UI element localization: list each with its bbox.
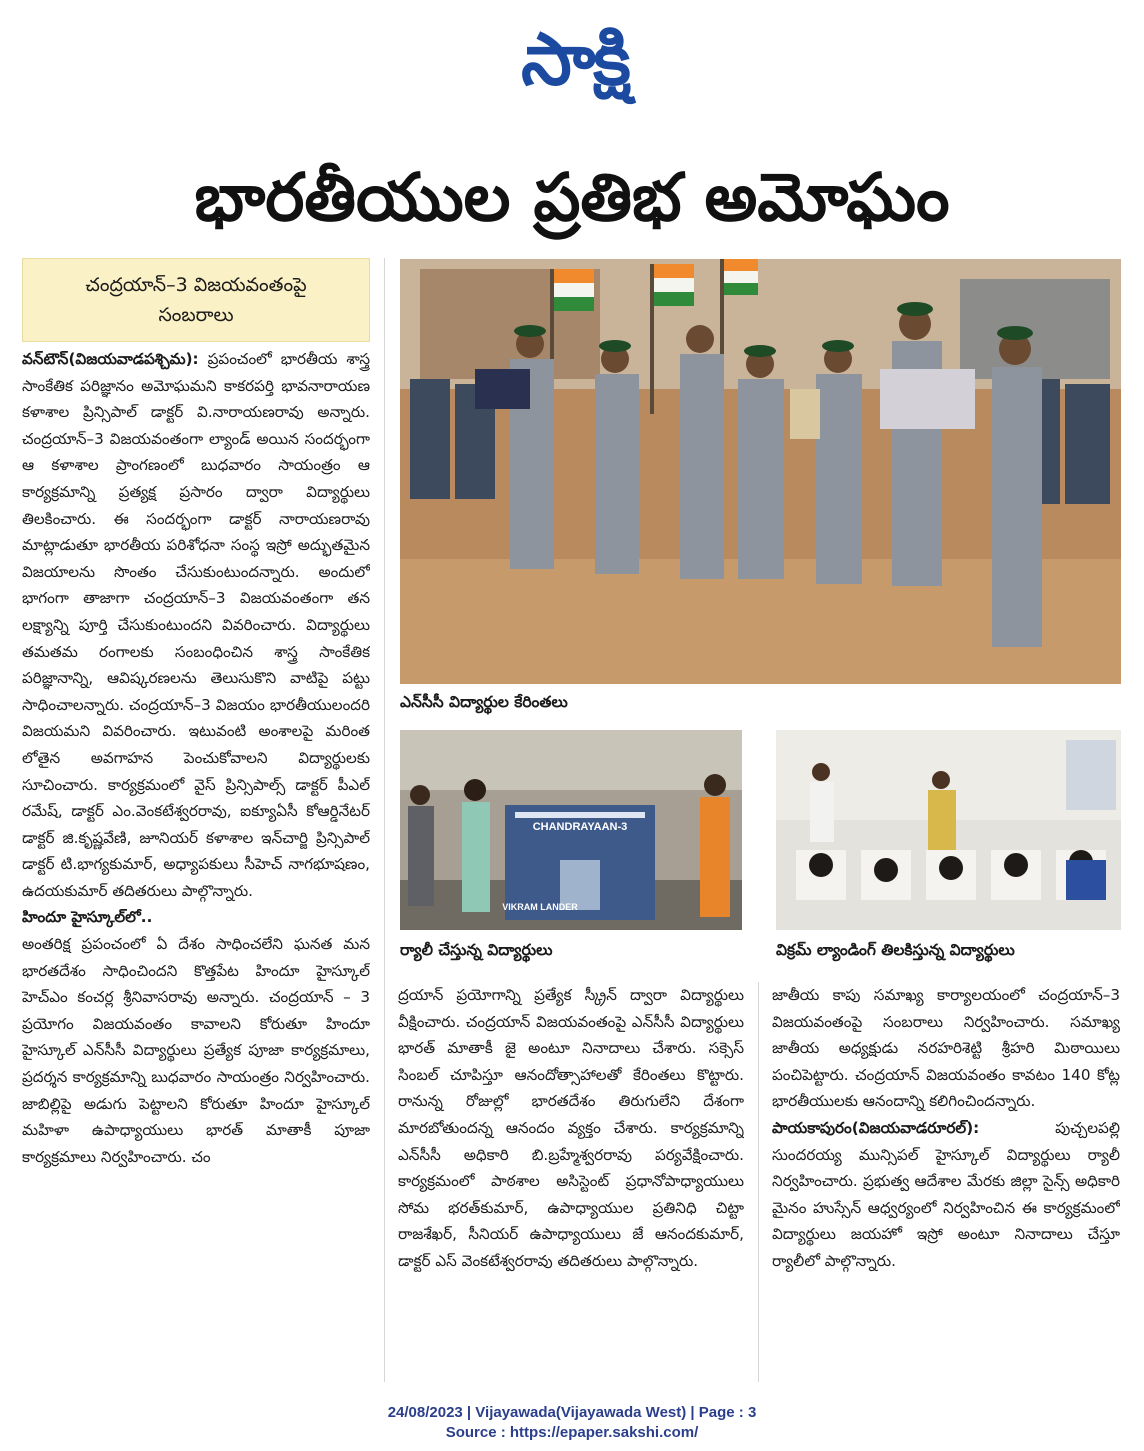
article-middle-paragraph: ద్రయాన్‌ ప్రయోగాన్ని ప్రత్యేక స్క్రీన్‌ ద్వారా విద్యార్థులు వీక్షించారు. చంద్రయాన్‌ విజయవంతంపై ఎన్‌సీసీ విద్యార్థులు భారత్‌ మాతాకీ జై అంటూ నినాదాలు చేశారు. సక్సెస్‌ సింబల్‌ చూపిస్తూ ఆనందోత్సాహాలతో కేరింతలు కొట్టారు. రానున్న రోజుల్లో భారతదేశం తిరుగులేని దేశంగా మారబోతుందన్న ఆనందం వ్యక్తం చేశారు. కార్యక్రమాన్ని ఎన్‌సీసీ అధికారి బి.బ్రహ్మేశ్వరరావు పర్యవేక్షించారు. కార్యక్రమంలో పాఠశాల అసిస్టెంట్‌ ప్రధానోపాధ్యాయులు సోమ భరత్‌కుమార్‌, ఉపాధ్యాయుల ప్రతినిధి చిట్టా రాజశేఖర్‌, సీనియర్‌ ఉపాధ్యాయులు జే ఆనందకుమార్‌, డాక్టర్‌ ఎస్‌ వెంకటేశ్వరరావు తదితరులు పాల్గొన్నారు. xyxy=(398,986,744,1270)
subheadline-line-1: చంద్రయాన్‌–3 విజయవంతంపై xyxy=(85,274,307,296)
masthead-logo: సాక్షి xyxy=(521,17,629,101)
column-divider-right xyxy=(758,982,759,1382)
article-left-paragraph-2: అంతరిక్ష ప్రపంచంలో ఏ దేశం సాధించలేని ఘనత మన భారతదేశం సాధించిందని కొత్తపేట హిందూ హైస్కూల్‌ హెచ్‌ఎం కంచర్ల శ్రీనివాసరావు అన్నారు. చంద్రయాన్‌ – 3 ప్రయోగం విజయవంతం కావాలని కోరుతూ హిందూ హైస్కూల్‌ ఎన్‌సీసీ విద్యార్థులు ప్రత్యేక పూజా కార్యక్రమాలు, ప్రదర్శన కార్యక్రమాన్ని బుధవారం సాయంత్రం నిర్వహించారు. జాబిల్లిపై అడుగు పెట్టాలని కోరుతూ హిందూ హైస్కూల్‌ మహిళా ఉపాధ్యాయులు భారత్‌ మాతాకీ పూజా కార్యక్రమాలు నిర్వహించారు. చం xyxy=(22,935,370,1166)
subheadline-box xyxy=(22,258,370,342)
article-right-paragraph-2 xyxy=(772,1115,1120,1275)
article-right-paragraph-1: జాతీయ కాపు సమాఖ్య కార్యాలయంలో చంద్రయాన్‌–3 విజయవంతంపై సంబరాలు నిర్వహించారు. సమాఖ్య జాతీయ అధ్యక్షుడు నరహరిశెట్టి శ్రీహరి మిఠాయిలు పంచిపెట్టారు. చంద్రయాన్‌ విజయవంతం కావటం 140 కోట్ల భారతీయులకు ఆనందాన్ని కలిగించిందన్నారు. xyxy=(772,986,1120,1111)
footer-source-link[interactable]: Source : https://epaper.sakshi.com/ xyxy=(445,1424,699,1441)
rally-banner-bottom-text: VIKRAM LANDER xyxy=(502,902,578,912)
photo-caption-classroom: విక్రమ్‌ ల్యాండింగ్‌ తిలకిస్తున్న విద్యార్థులు xyxy=(776,941,1015,959)
photo-classroom xyxy=(776,730,1121,930)
headline: భారతీయుల ప్రతిభ అమోఘం xyxy=(194,159,950,236)
article-middle-column xyxy=(398,982,744,1382)
photo-rally xyxy=(400,730,742,930)
article-left-paragraph-1 xyxy=(22,346,370,904)
article-right-text-2: పుచ్చలపల్లి సుందరయ్య మున్సిపల్‌ హైస్కూల్‌ విద్యార్థులు ర్యాలీ నిర్వహించారు. ప్రభుత్వ ఆదేశాల మేరకు జిల్లా సైన్స్‌ అధికారి మైనం హుస్సేన్‌ ఆధ్వర్యంలో నిర్వహించిన ఈ కార్యక్రమంలో విద్యార్థులు జయహో ఇస్రో అంటూ నినాదాలు చేస్తూ ర్యాలీలో పాల్గొన్నారు. xyxy=(772,1118,1120,1270)
dateline: వన్‌టౌన్‌(విజయవాడపశ్చిమ): xyxy=(22,350,199,368)
article-left-text-1: ప్రపంచంలో భారతీయ శాస్త్ర సాంకేతిక పరిజ్ఞానం అమోఘమని కాకరపర్తి భావనారాయణ కళాశాల ప్రిన్సిపాల్‌ డాక్టర్‌ వి.నారాయణరావు అన్నారు. చంద్రయాన్‌–3 విజయవంతంగా ల్యాండ్‌ అయిన సందర్భంగా ఆ కళాశాల ప్రాంగణంలో బుధవారం సాయంత్రం ఆ కార్యక్రమాన్ని ప్రత్యక్ష ప్రసారం ద్వారా విద్యార్థులు తిలకించారు. ఈ సందర్భంగా డాక్టర్‌ నారాయణరావు మాట్లాడుతూ భారతీయ పరిశోధనా సంస్థ ఇస్రో అద్భుతమైన విజయాలను సొంతం చేసుకుంటుందన్నారు. అందులో భాగంగా తాజాగా చంద్రయాన్‌–3 విజయవంతంగా తన లక్ష్యాన్ని పూర్తి చేసుకుంటుందని వివరించారు. విద్యార్థులు తమతమ రంగాలకు సంబంధించిన శాస్త్ర సాంకేతిక పరిజ్ఞానాన్ని, ఆవిష్కరణలను తెలుసుకొని వాటిపై పట్టు సాధించాలన్నారు. చంద్రయాన్‌–3 విజయం భారతీయులందరి విజయమని వివరించారు. ఇటువంటి అంశాలపై మరింత లోతైన అవగాహన పెంచుకోవాలని విద్యార్థులకు సూచించారు. కార్యక్రమంలో వైస్‌ ప్రిన్సిపాల్స్‌ డాక్టర్‌ పీఎల్‌ రమేష్‌, డాక్టర్‌ ఎం.వెంకటేశ్వరరావు, ఐక్యూఏసీ కోఆర్డినేటర్‌ డాక్టర్‌ జి.కృష్ణవేణి, జూనియర్‌ కళాశాల ఇన్‌చార్జి ప్రిన్సిపాల్‌ డాక్టర్‌ టి.భాగ్యకుమార్‌, అధ్యాపకులు సీహెచ్‌ నాగభూషణం, ఉదయకుమార్‌ తదితరులు పాల్గొన్నారు. xyxy=(22,350,370,900)
photo-caption-rally: ర్యాలీ చేస్తున్న విద్యార్థులు xyxy=(400,941,553,959)
photo-ncc-students xyxy=(400,259,1121,684)
article-right-column xyxy=(772,982,1120,1382)
column-divider-left xyxy=(384,258,385,1382)
dateline-payakapuram: పాయకాపురం(విజయవాడరూరల్‌): xyxy=(772,1118,980,1137)
footer-edition-info: 24/08/2023 | Vijayawada(Vijayawada West) | Page : 3 xyxy=(387,1404,757,1421)
section-heading: హిందూ హైస్కూల్‌లో.. xyxy=(22,908,153,927)
rally-banner-top-text: CHANDRAYAAN-3 xyxy=(532,821,628,833)
subheadline-line-2: సంబరాలు xyxy=(158,304,234,326)
photo-caption-main: ఎన్‌సీసీ విద్యార్థుల కేరింతలు xyxy=(400,693,568,711)
article-left-column xyxy=(22,346,370,1381)
